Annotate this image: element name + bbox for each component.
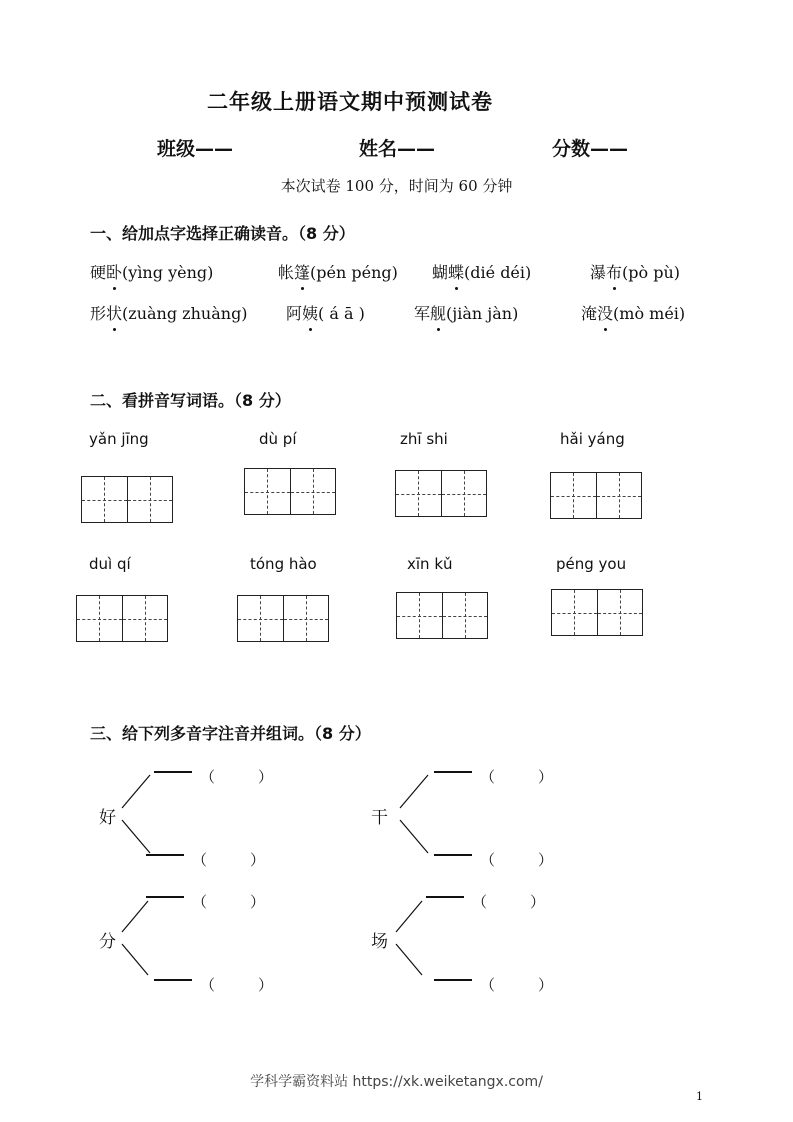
exam-note: 本次试卷 100 分，时间为 60 分钟 xyxy=(280,177,513,195)
name-field-label: 姓名—— xyxy=(359,138,436,160)
answer-blank[interactable]: （ ） xyxy=(146,845,264,863)
pinyin-label: dù pí xyxy=(259,430,297,448)
q1-item: 瀑布(pò pù) xyxy=(590,260,680,283)
writing-grid[interactable] xyxy=(551,589,643,636)
pinyin-label: xīn kǔ xyxy=(407,555,453,573)
writing-grid[interactable] xyxy=(76,595,168,642)
section2-title: 二、看拼音写词语。（8 分） xyxy=(90,391,291,410)
answer-blank[interactable]: （ ） xyxy=(426,887,544,905)
writing-grid[interactable] xyxy=(395,470,487,517)
source-watermark: 学科学霸资料站 https://xk.weiketangx.com/ xyxy=(250,1074,543,1090)
score-field-label: 分数—— xyxy=(552,138,629,160)
answer-blank[interactable]: （ ） xyxy=(146,887,264,905)
page-title: 二年级上册语文期中预测试卷 xyxy=(207,90,493,114)
pinyin-label: zhī shi xyxy=(400,430,448,448)
writing-grid[interactable] xyxy=(244,468,336,515)
q1-item: 军舰(jiàn jàn) xyxy=(414,301,518,324)
writing-grid[interactable] xyxy=(81,476,173,523)
q1-item: 阿姨( á ā ) xyxy=(286,301,365,324)
polyphone-char: 分 xyxy=(99,932,116,952)
class-field-label: 班级—— xyxy=(157,138,234,160)
section1-title: 一、给加点字选择正确读音。（8 分） xyxy=(90,224,355,243)
writing-grid[interactable] xyxy=(237,595,329,642)
q1-item: 蝴蝶(dié déi) xyxy=(432,260,531,283)
pinyin-label: péng you xyxy=(556,555,627,573)
pinyin-label: tóng hào xyxy=(250,555,317,573)
answer-blank[interactable]: （ ） xyxy=(434,970,552,988)
page-number: 1 xyxy=(696,1090,703,1103)
writing-grid[interactable] xyxy=(396,592,488,639)
q1-item: 硬卧(yìng yèng) xyxy=(90,260,213,283)
q1-item: 帐篷(pén péng) xyxy=(278,260,398,283)
q1-item: 形状(zuàng zhuàng) xyxy=(90,301,248,324)
polyphone-char: 场 xyxy=(371,932,388,952)
polyphone-char: 干 xyxy=(371,808,388,828)
section3-title: 三、给下列多音字注音并组词。（8 分） xyxy=(90,724,371,743)
pinyin-label: duì qí xyxy=(89,555,131,573)
pinyin-label: hǎi yáng xyxy=(560,430,625,448)
answer-blank[interactable]: （ ） xyxy=(154,762,272,780)
polyphone-char: 好 xyxy=(99,808,116,828)
answer-blank[interactable]: （ ） xyxy=(434,762,552,780)
pinyin-label: yǎn jīng xyxy=(89,430,149,448)
answer-blank[interactable]: （ ） xyxy=(154,970,272,988)
q1-item: 淹没(mò méi) xyxy=(581,301,685,324)
answer-blank[interactable]: （ ） xyxy=(434,845,552,863)
writing-grid[interactable] xyxy=(550,472,642,519)
